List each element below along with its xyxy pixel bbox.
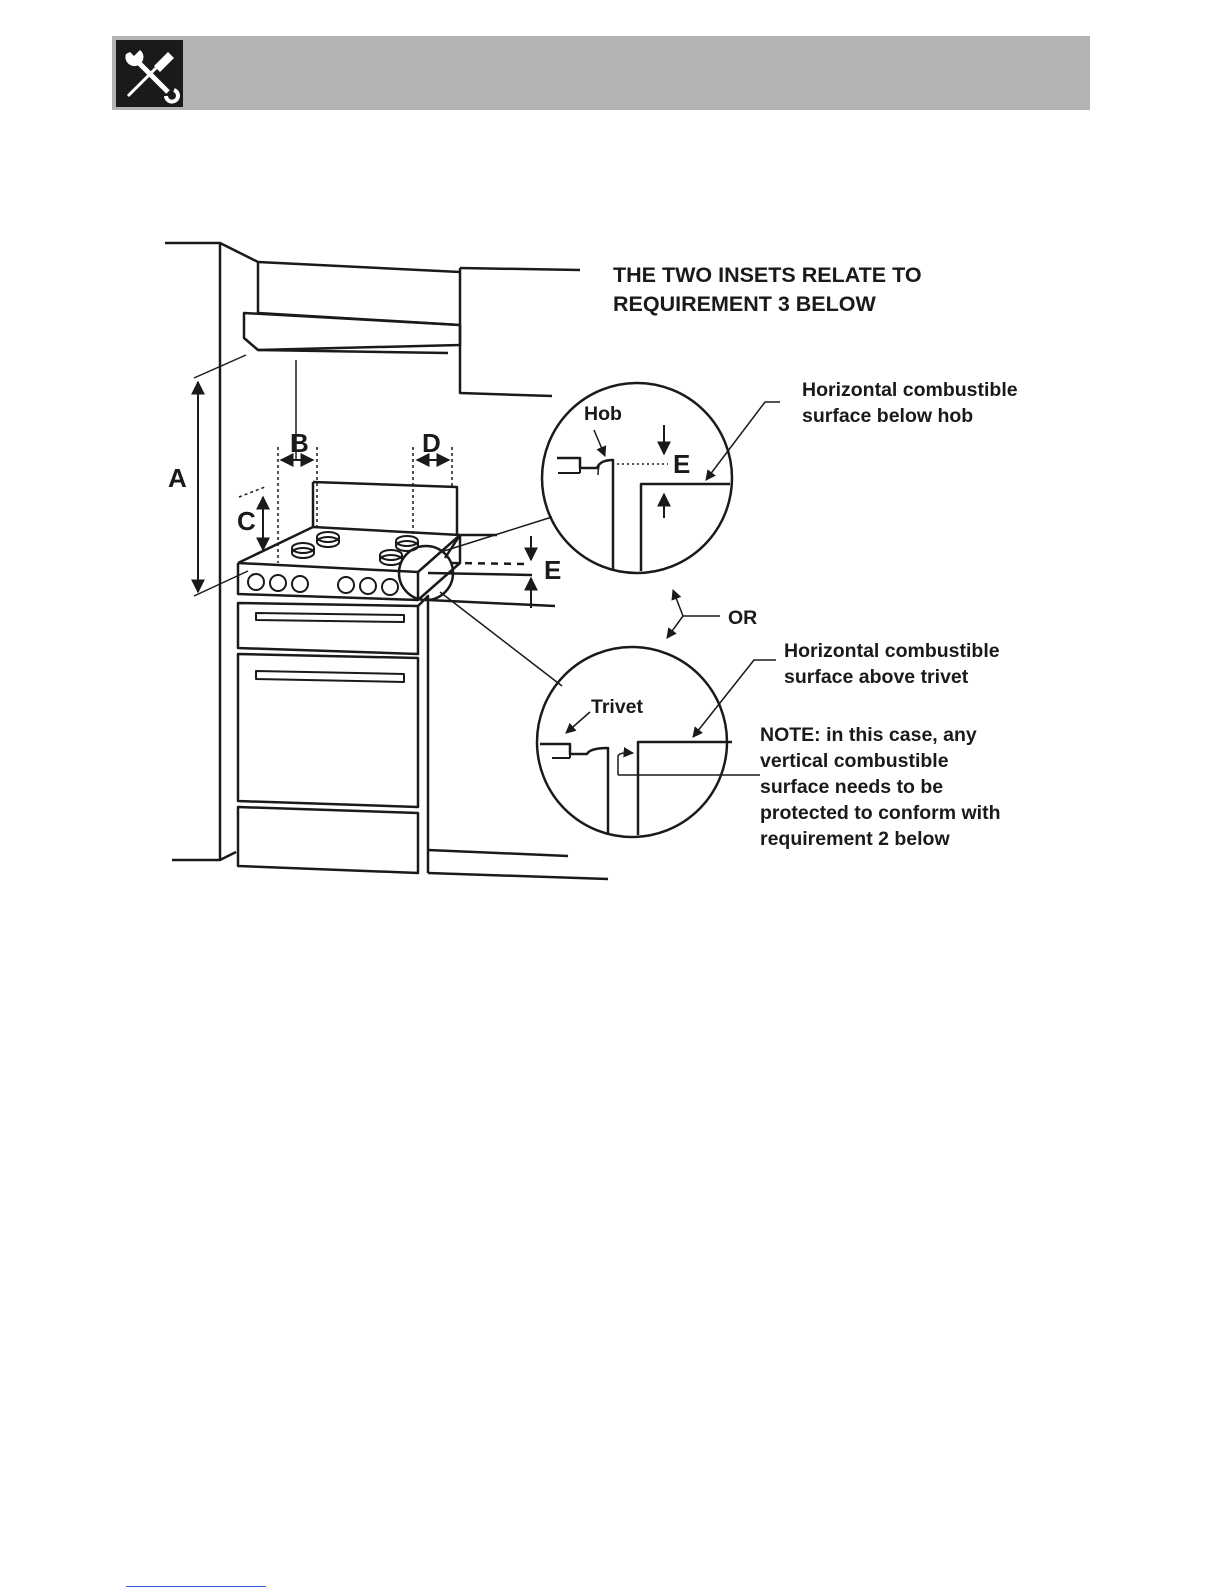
range-hood bbox=[244, 262, 460, 353]
inset-hob-part-label: Hob bbox=[584, 403, 622, 425]
hob-top bbox=[238, 527, 460, 600]
right-countertop bbox=[428, 535, 608, 879]
note-line: vertical combustible bbox=[760, 750, 949, 772]
dimension-label-b: B bbox=[290, 428, 309, 458]
control-knobs bbox=[248, 574, 398, 595]
inset-trivet-part-label: Trivet bbox=[591, 696, 644, 718]
inset-trivet-surface-note bbox=[784, 638, 1000, 690]
title-line: REQUIREMENT 3 BELOW bbox=[613, 292, 876, 316]
note-line: surface below hob bbox=[802, 405, 974, 427]
note-line: surface above trivet bbox=[784, 666, 969, 688]
diagram-title bbox=[613, 261, 922, 319]
dimension-label-a: A bbox=[168, 463, 187, 493]
cooker-body bbox=[238, 596, 428, 873]
note-line: Horizontal combustible bbox=[784, 640, 1000, 662]
title-line: THE TWO INSETS RELATE TO bbox=[613, 263, 922, 287]
dimension-label-e: E bbox=[544, 555, 562, 585]
note-line: surface needs to be bbox=[760, 776, 944, 798]
upper-cabinet bbox=[460, 268, 580, 396]
note-line: protected to conform with bbox=[760, 802, 1001, 824]
or-arrows bbox=[667, 590, 720, 638]
vertical-surface-note bbox=[760, 722, 1001, 852]
dimension-label-d: D bbox=[422, 428, 441, 458]
inset-hob-surface-note bbox=[802, 377, 1018, 429]
inset-trivet bbox=[537, 647, 776, 837]
or-label: OR bbox=[728, 607, 758, 629]
dimension-label-c: C bbox=[237, 506, 256, 536]
note-line: requirement 2 below bbox=[760, 828, 950, 850]
note-line: Horizontal combustible bbox=[802, 379, 1018, 401]
note-line: NOTE: in this case, any bbox=[760, 724, 977, 746]
burners bbox=[292, 532, 418, 565]
inset-dimension-label-e: E bbox=[673, 449, 691, 479]
inset-hob bbox=[542, 383, 780, 573]
